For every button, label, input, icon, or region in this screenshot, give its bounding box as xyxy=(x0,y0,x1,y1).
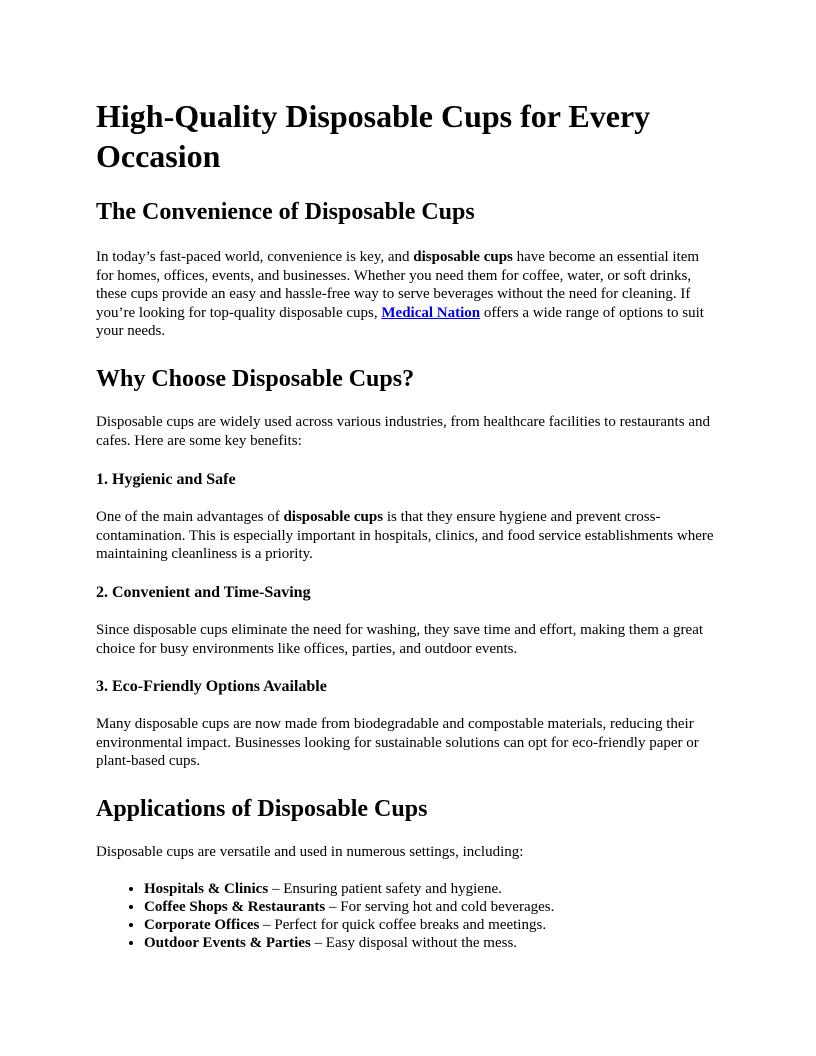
benefit-text-convenient: Since disposable cups eliminate the need for washing, they save time and effort, making them a great choice for busy environments like offices, parties, and outdoor events. xyxy=(96,621,704,657)
applications-list xyxy=(96,880,720,953)
list-item-bold: Corporate Offices xyxy=(144,916,260,933)
list-item-text: – Perfect for quick coffee breaks and meetings. xyxy=(259,916,547,933)
benefit-text-eco: Many disposable cups are now made from biodegradable and compostable materials, reducing their environmental impact. Businesses looking for sustainable solutions can opt for eco-friendly paper or plant-based cups. xyxy=(96,716,699,770)
applications-intro-paragraph: Disposable cups are versatile and used in numerous settings, including: xyxy=(96,843,524,860)
benefit-heading-eco: 3. Eco-Friendly Options Available xyxy=(96,678,327,696)
list-item-text: – Ensuring patient safety and hygiene. xyxy=(268,880,502,897)
section-heading-why: Why Choose Disposable Cups? xyxy=(96,365,415,392)
list-item-text: – Easy disposal without the mess. xyxy=(310,935,518,952)
text-run: In today’s fast-paced world, convenience is key, and xyxy=(96,249,414,265)
bold-term: disposable cups xyxy=(283,509,384,526)
list-item xyxy=(144,898,720,916)
text-run: is that they ensure hygiene and prevent cross-contamination. This is especially important in hospitals, clinics, and food service establishments where maintaining cleanliness is a priority. xyxy=(96,509,714,563)
list-item-bold: Hospitals & Clinics xyxy=(144,880,269,897)
why-intro-paragraph: Disposable cups are widely used across various industries, from healthcare facilities to restaurants and cafes. Here are some key benefits: xyxy=(96,413,710,449)
text-run: offers a wide range of options to suit your needs. xyxy=(96,304,704,340)
list-item xyxy=(144,934,720,952)
list-item-text: – For serving hot and cold beverages. xyxy=(325,898,555,915)
bold-term: disposable cups xyxy=(413,249,513,265)
list-item xyxy=(144,880,720,898)
document-content xyxy=(96,96,720,952)
medical-nation-link[interactable]: Medical Nation xyxy=(381,304,481,321)
text-run: One of the main advantages of xyxy=(96,509,284,526)
benefit-heading-convenient: 2. Convenient and Time-Saving xyxy=(96,583,311,601)
page-title: High-Quality Disposable Cups for Every Occasion xyxy=(96,98,651,174)
list-item-bold: Outdoor Events & Parties xyxy=(144,935,311,952)
benefit-heading-hygienic: 1. Hygienic and Safe xyxy=(96,471,236,489)
section-heading-convenience: The Convenience of Disposable Cups xyxy=(96,199,475,225)
section-heading-applications: Applications of Disposable Cups xyxy=(96,795,428,822)
list-item-bold: Coffee Shops & Restaurants xyxy=(144,898,326,915)
text-run: have become an essential item for homes, offices, events, and businesses. Whether you need them for coffee, water, or soft drinks, these cups provide an easy and hassle-free way to serve beverages without the need for cleaning. If you’re looking for top-quality disposable cups, xyxy=(96,249,700,321)
convenience-paragraph xyxy=(96,248,720,341)
list-item xyxy=(144,916,720,934)
benefit-text-hygienic xyxy=(96,508,720,564)
